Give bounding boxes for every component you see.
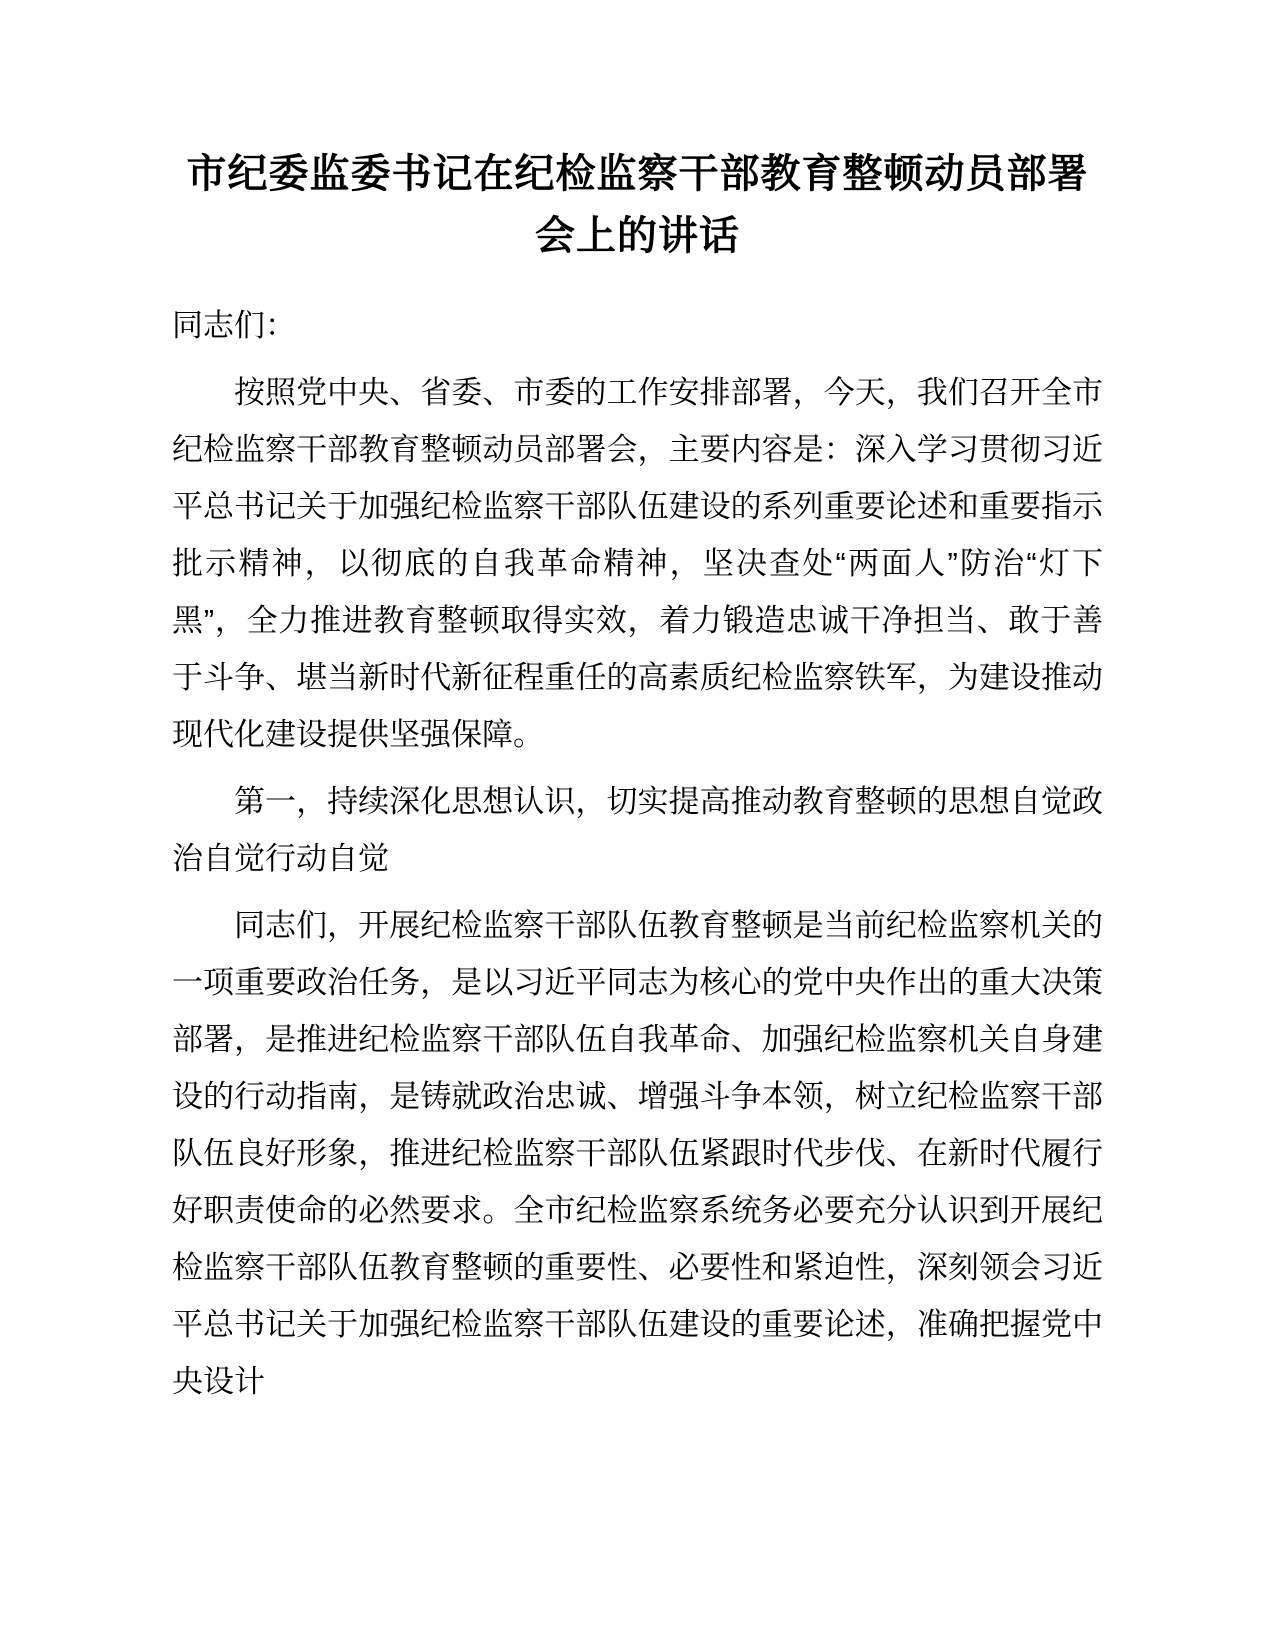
paragraph-section-heading: 第一，持续深化思想认识，切实提高推动教育整顿的思想自觉政治自觉行动自觉: [172, 784, 1103, 876]
paragraph-salutation: 同志们：: [172, 308, 296, 343]
paragraph-body: 同志们，开展纪检监察干部队伍教育整顿是当前纪检监察机关的一项重要政治任务，是以习近平同志为核心的党中央作出的重大决策部署，是推进纪检监察干部队伍自我革命、加强纪检监察机关自身建设的行动指南，是铸就政治忠诚、增强斗争本领，树立纪检监察干部队伍良好形象，推进纪检监察干部队伍紧跟时代步伐、在新时代履行好职责使命的必然要求。全市纪检监察系统务必要充分认识到开展纪检监察干部队伍教育整顿的重要性、必要性和紧迫性，深刻领会习近平总书记关于加强纪检监察干部队伍建设的重要论述，准确把握党中央设计: [172, 908, 1103, 1399]
document-title: 市纪委监委书记在纪检监察干部教育整顿动员部署会上的讲话: [186, 152, 1089, 258]
paragraph-intro: 按照党中央、省委、市委的工作安排部署，今天，我们召开全市纪检监察干部教育整顿动员部署会，主要内容是：深入学习贯彻习近平总书记关于加强纪检监察干部队伍建设的系列重要论述和重要指示批示精神，以彻底的自我革命精神，坚决查处“两面人”防治“灯下黑”，全力推进教育整顿取得实效，着力锻造忠诚干净担当、敢于善于斗争、堪当新时代新征程重任的高素质纪检监察铁军，为建设推动现代化建设提供坚强保障。: [172, 375, 1103, 752]
